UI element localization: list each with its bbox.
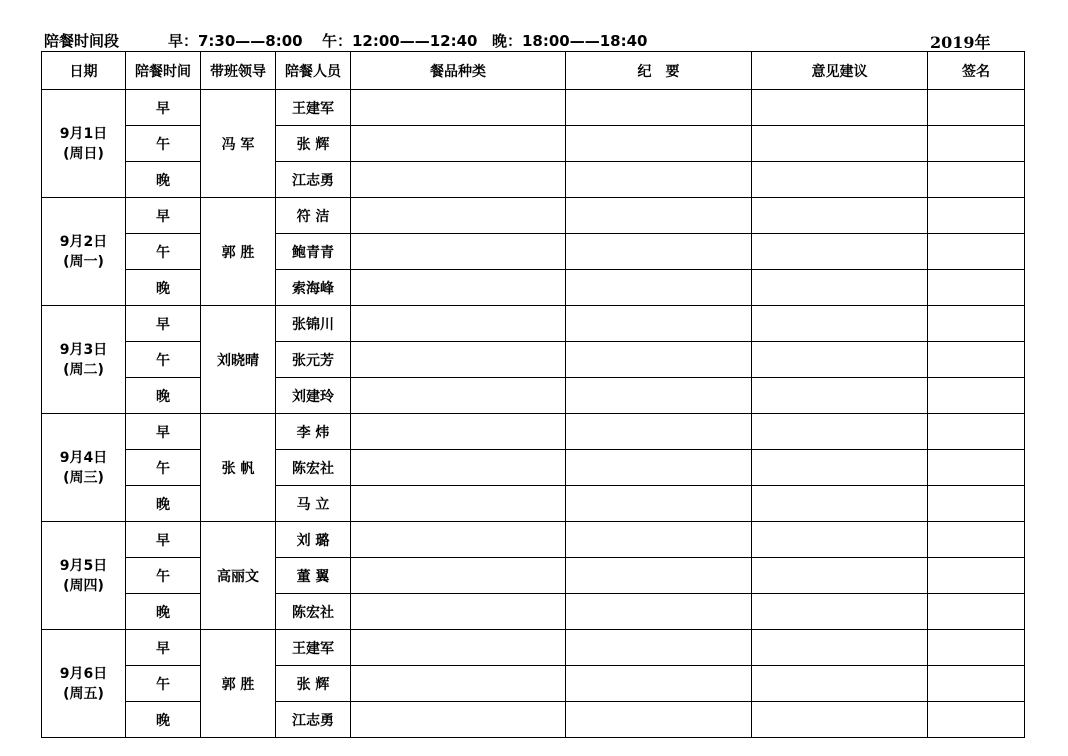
notes-cell[interactable]: [566, 342, 752, 378]
food-type-cell[interactable]: [351, 594, 566, 630]
date-cell: [42, 90, 126, 198]
suggestions-cell[interactable]: [752, 558, 928, 594]
notes-cell[interactable]: [566, 666, 752, 702]
person-cell: 鲍青青: [276, 234, 351, 270]
suggestions-cell[interactable]: [752, 594, 928, 630]
signature-cell[interactable]: [928, 378, 1025, 414]
notes-cell[interactable]: [566, 306, 752, 342]
signature-cell[interactable]: [928, 90, 1025, 126]
table-row: [42, 522, 1025, 558]
signature-cell[interactable]: [928, 486, 1025, 522]
meal-time-cell: 晚: [126, 594, 201, 630]
year-label: 2019年: [930, 33, 991, 52]
meal-time-cell: 晚: [126, 486, 201, 522]
meal-accompaniment-table: [41, 51, 1025, 738]
weekday-text: (周二): [63, 361, 104, 378]
person-cell: 刘 璐: [276, 522, 351, 558]
table-row: [42, 378, 1025, 414]
person-cell: 江志勇: [276, 702, 351, 738]
suggestions-cell[interactable]: [752, 630, 928, 666]
col-leader: 带班领导: [201, 52, 276, 90]
food-type-cell[interactable]: [351, 342, 566, 378]
meal-time-cell: 午: [126, 126, 201, 162]
col-notes: 纪 要: [566, 52, 752, 90]
meal-time-cell: 午: [126, 558, 201, 594]
food-type-cell[interactable]: [351, 522, 566, 558]
signature-cell[interactable]: [928, 450, 1025, 486]
dinner-time: 晚：18:00——18:40: [492, 32, 648, 50]
meal-time-cell: 午: [126, 450, 201, 486]
meal-time-cell: 午: [126, 666, 201, 702]
date-text: 9月5日: [59, 557, 108, 574]
suggestions-cell[interactable]: [752, 378, 928, 414]
leader-cell: 郭 胜: [201, 630, 276, 738]
table-row: [42, 234, 1025, 270]
food-type-cell[interactable]: [351, 198, 566, 234]
table-row: [42, 594, 1025, 630]
person-cell: 张元芳: [276, 342, 351, 378]
lunch-time: 午：12:00——12:40: [322, 32, 478, 50]
notes-cell[interactable]: [566, 234, 752, 270]
notes-cell[interactable]: [566, 558, 752, 594]
food-type-cell[interactable]: [351, 450, 566, 486]
date-cell: [42, 630, 126, 738]
leader-cell: 张 帆: [201, 414, 276, 522]
notes-cell[interactable]: [566, 162, 752, 198]
food-type-cell[interactable]: [351, 558, 566, 594]
person-cell: 索海峰: [276, 270, 351, 306]
notes-cell[interactable]: [566, 90, 752, 126]
signature-cell[interactable]: [928, 162, 1025, 198]
signature-cell[interactable]: [928, 666, 1025, 702]
table-row: [42, 162, 1025, 198]
person-cell: 张锦川: [276, 306, 351, 342]
meal-time-cell: 早: [126, 414, 201, 450]
page-header: [44, 28, 1004, 50]
signature-cell[interactable]: [928, 234, 1025, 270]
person-cell: 董 翼: [276, 558, 351, 594]
table-row: [42, 486, 1025, 522]
person-cell: 王建军: [276, 630, 351, 666]
meal-time-cell: 晚: [126, 270, 201, 306]
food-type-cell[interactable]: [351, 162, 566, 198]
header-row: [42, 52, 1025, 90]
suggestions-cell[interactable]: [752, 234, 928, 270]
table-row: [42, 666, 1025, 702]
suggestions-cell[interactable]: [752, 342, 928, 378]
col-meal-time: 陪餐时间: [126, 52, 201, 90]
weekday-text: (周日): [63, 145, 104, 162]
weekday-text: (周三): [63, 469, 104, 486]
leader-cell: 高丽文: [201, 522, 276, 630]
suggestions-cell[interactable]: [752, 702, 928, 738]
signature-cell[interactable]: [928, 594, 1025, 630]
table-row: [42, 630, 1025, 666]
suggestions-cell[interactable]: [752, 270, 928, 306]
col-person: 陪餐人员: [276, 52, 351, 90]
date-cell: [42, 522, 126, 630]
person-cell: 陈宏社: [276, 594, 351, 630]
person-cell: 马 立: [276, 486, 351, 522]
person-cell: 张 辉: [276, 126, 351, 162]
food-type-cell[interactable]: [351, 270, 566, 306]
notes-cell[interactable]: [566, 126, 752, 162]
person-cell: 江志勇: [276, 162, 351, 198]
date-text: 9月2日: [59, 233, 108, 250]
suggestions-cell[interactable]: [752, 162, 928, 198]
meal-time-cell: 晚: [126, 702, 201, 738]
table-row: [42, 414, 1025, 450]
food-type-cell[interactable]: [351, 126, 566, 162]
food-type-cell[interactable]: [351, 702, 566, 738]
notes-cell[interactable]: [566, 702, 752, 738]
notes-cell[interactable]: [566, 378, 752, 414]
food-type-cell[interactable]: [351, 486, 566, 522]
signature-cell[interactable]: [928, 558, 1025, 594]
notes-cell[interactable]: [566, 414, 752, 450]
meal-time-cell: 晚: [126, 162, 201, 198]
meal-period-label: 陪餐时间段: [44, 32, 120, 50]
person-cell: 刘建玲: [276, 378, 351, 414]
date-text: 9月1日: [59, 125, 108, 142]
signature-cell[interactable]: [928, 630, 1025, 666]
signature-cell[interactable]: [928, 198, 1025, 234]
suggestions-cell[interactable]: [752, 666, 928, 702]
date-text: 9月4日: [59, 449, 108, 466]
suggestions-cell[interactable]: [752, 450, 928, 486]
meal-time-cell: 早: [126, 522, 201, 558]
leader-cell: 郭 胜: [201, 198, 276, 306]
suggestions-cell[interactable]: [752, 306, 928, 342]
signature-cell[interactable]: [928, 342, 1025, 378]
food-type-cell[interactable]: [351, 414, 566, 450]
signature-cell[interactable]: [928, 522, 1025, 558]
notes-cell[interactable]: [566, 630, 752, 666]
date-text: 9月3日: [59, 341, 108, 358]
food-type-cell[interactable]: [351, 630, 566, 666]
meal-time-cell: 午: [126, 342, 201, 378]
signature-cell[interactable]: [928, 270, 1025, 306]
table-row: [42, 342, 1025, 378]
person-cell: 陈宏社: [276, 450, 351, 486]
date-cell: [42, 198, 126, 306]
person-cell: 李 炜: [276, 414, 351, 450]
col-date: 日期: [42, 52, 126, 90]
leader-cell: 刘晓晴: [201, 306, 276, 414]
breakfast-time: 早：7:30——8:00: [168, 32, 303, 50]
food-type-cell[interactable]: [351, 378, 566, 414]
signature-cell[interactable]: [928, 414, 1025, 450]
suggestions-cell[interactable]: [752, 414, 928, 450]
notes-cell[interactable]: [566, 594, 752, 630]
meal-time-cell: 晚: [126, 378, 201, 414]
notes-cell[interactable]: [566, 270, 752, 306]
person-cell: 符 洁: [276, 198, 351, 234]
suggestions-cell[interactable]: [752, 486, 928, 522]
leader-cell: 冯 军: [201, 90, 276, 198]
table-row: [42, 126, 1025, 162]
weekday-text: (周一): [63, 253, 104, 270]
table-row: [42, 558, 1025, 594]
notes-cell[interactable]: [566, 198, 752, 234]
table-row: [42, 270, 1025, 306]
meal-time-cell: 早: [126, 630, 201, 666]
table-row: [42, 702, 1025, 738]
col-suggestions: 意见建议: [752, 52, 928, 90]
notes-cell[interactable]: [566, 450, 752, 486]
meal-time-cell: 午: [126, 234, 201, 270]
weekday-text: (周五): [63, 685, 104, 702]
signature-cell[interactable]: [928, 126, 1025, 162]
table-row: [42, 450, 1025, 486]
food-type-cell[interactable]: [351, 306, 566, 342]
date-cell: [42, 306, 126, 414]
table-row: [42, 198, 1025, 234]
signature-cell[interactable]: [928, 702, 1025, 738]
suggestions-cell[interactable]: [752, 522, 928, 558]
suggestions-cell[interactable]: [752, 198, 928, 234]
person-cell: 王建军: [276, 90, 351, 126]
col-food-type: 餐品种类: [351, 52, 566, 90]
person-cell: 张 辉: [276, 666, 351, 702]
notes-cell[interactable]: [566, 486, 752, 522]
food-type-cell[interactable]: [351, 666, 566, 702]
meal-time-cell: 早: [126, 306, 201, 342]
date-cell: [42, 414, 126, 522]
weekday-text: (周四): [63, 577, 104, 594]
notes-cell[interactable]: [566, 522, 752, 558]
signature-cell[interactable]: [928, 306, 1025, 342]
meal-time-cell: 早: [126, 90, 201, 126]
table-row: [42, 90, 1025, 126]
suggestions-cell[interactable]: [752, 90, 928, 126]
food-type-cell[interactable]: [351, 234, 566, 270]
suggestions-cell[interactable]: [752, 126, 928, 162]
meal-time-cell: 早: [126, 198, 201, 234]
col-signature: 签名: [928, 52, 1025, 90]
table-row: [42, 306, 1025, 342]
food-type-cell[interactable]: [351, 90, 566, 126]
date-text: 9月6日: [59, 665, 108, 682]
